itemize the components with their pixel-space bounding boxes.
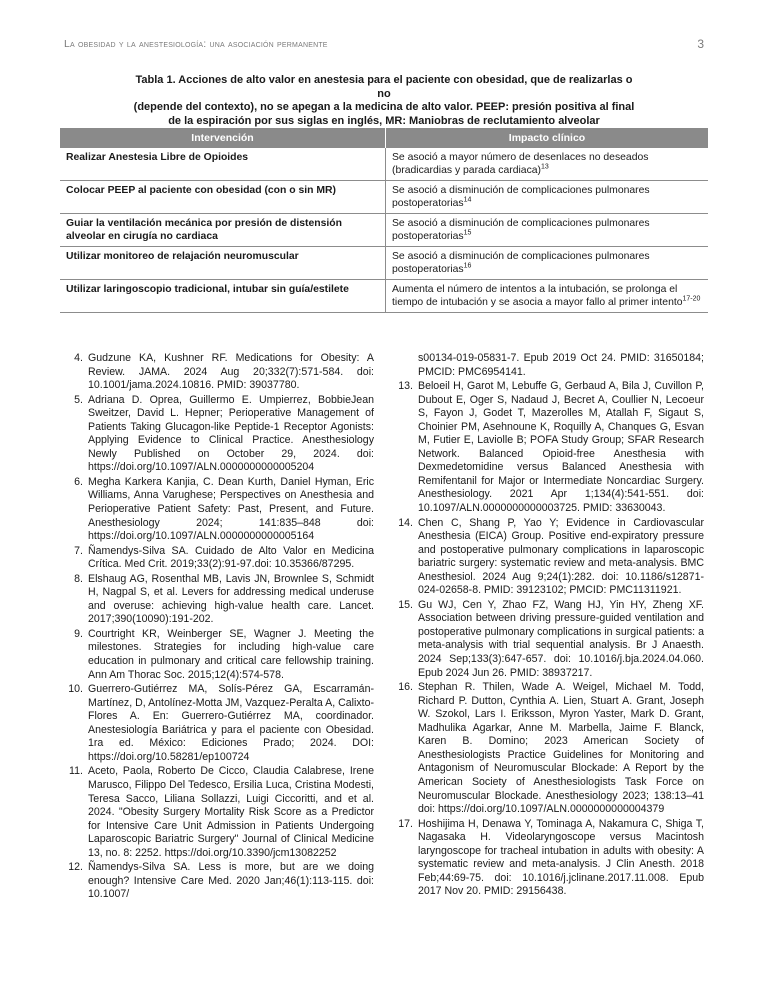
reference-number: 12. [68,861,83,874]
reference-item [64,573,374,627]
reference-item [394,517,704,598]
reference-text: Stephan R. Thilen, Wade A. Weigel, Michael M. Todd, Richard P. Dutton, Cynthia A. Lien, Stuart A. Grant, Joseph W. Szokol, Lars I. Eriksson, Myron Yaster, Mark D. Grant, Madhulika Agarkar, Anne M. Marbella, Jaime F. Blanck, Karen B. Domino; 2023 American Society of Anesthesiologists Practice Guidelines for Monitoring and Antagonism of Neuromuscular Blockade: A Report by the American Society of Anesthesiologists Task Force on Neuromuscular Blockade. Anesthesiology 2023; 138:13–41 doi: https://doi.org/10.1097/ALN.0000000000004379 [418,681,704,816]
reference-item [64,765,374,860]
reference-number: 17. [398,817,413,830]
intervention-cell: Guiar la ventilación mecánica por presión de distensión alveolar en cirugía no cardiaca [60,214,386,247]
caption-line: de la espiración por sus siglas en inglés, MR: Maniobras de reclutamiento alveolar [168,114,600,127]
reference-number: 6. [74,475,83,488]
reference-text: Adriana D. Oprea, Guillermo E. Umpierrez, BobbieJean Sweitzer, David L. Hepner; Perioperative Management of Patients Taking Glucagon-like Peptide-1 Receptor Agonists: Applying Evidence to Clinical Practice. Anesthesiology Newly Published on October 29, 2024. doi: https://doi.org/10.1097/ALN.0000000000005204 [88,393,374,474]
reference-item [394,599,704,680]
impact-cell [386,280,709,313]
reference-text: Hoshijima H, Denawa Y, Tominaga A, Nakamura C, Shiga T, Nagasaka H. Videolaryngoscope versus Macintosh laryngoscope for tracheal intubation in adults with obesity: A systematic review and meta-analysis. J Clin Anesth. 2018 Feb;44:69-75. doi: 10.1016/j.jclinane.2017.11.008. Epub 2017 Nov 20. PMID: 29156438. [418,817,704,898]
table-row [60,280,708,313]
reference-item-continued [394,352,704,379]
impact-text: Aumenta el número de intentos a la intubación, se prolonga el tiempo de intubación y se asocia a mayor fallo al primer intento [392,284,683,308]
reference-number: 7. [74,544,83,557]
impact-cell [386,247,709,280]
reference-number: 5. [74,393,83,406]
impact-cell [386,214,709,247]
reference-text: Ñamendys-Silva SA. Cuidado de Alto Valor en Medicina Crítica. Med Crit. 2019;33(2):91-97.doi: 10.35366/87295. [88,544,374,571]
caption-line: (depende del contexto), no se apegan a la medicina de alto valor. PEEP: presión positiva al final [133,101,635,113]
reference-item [394,380,704,515]
impact-text: Se asoció a disminución de complicaciones pulmonares postoperatorias [392,185,650,209]
citation: 17-20 [682,295,701,303]
reference-text: Elshaug AG, Rosenthal MB, Lavis JN, Brownlee S, Schmidt H, Nagpal S, et al. Levers for addressing medical underuse and overuse: achieving high-value health care. Lancet. 2017;390(10090):191-202. [88,572,374,626]
reference-item [64,545,374,572]
table-row [60,148,708,181]
page-header [64,38,704,54]
table-row [60,247,708,280]
reference-item [64,628,374,682]
impact-text: Se asoció a disminución de complicaciones pulmonares postoperatorias [392,218,650,242]
reference-number: 14. [398,516,413,529]
intervention-cell: Utilizar monitoreo de relajación neuromuscular [60,247,386,280]
reference-number: 11. [69,765,83,778]
citation: 13 [541,163,549,171]
high-value-actions-table [60,128,708,313]
reference-item [64,861,374,902]
table-caption [130,74,638,128]
reference-text: Ñamendys-Silva SA. Less is more, but are we doing enough? Intensive Care Med. 2020 Jan;46(1):113-115. doi: 10.1007/ [88,861,374,901]
impact-cell [386,181,709,214]
reference-number: 16. [398,681,413,694]
reference-item [394,681,704,816]
reference-text: Aceto, Paola, Roberto De Cicco, Claudia Calabrese, Irene Marusco, Filippo Del Tedesco, Ersilia Luca, Cristina Modesti, Teresa Sacco, Liliana Sollazzi, Luigi Ciccoritti, and et al. 2024. "Obesity Surgery Mortality Risk Score as a Predictor for Intensive Care Unit Admission in Patients Undergoing Laparoscopic Bariatric Surgery" Journal of Clinical Medicine 13, no. 8: 2252. https://doi.org/10.3390/jcm13082252 [88,765,374,859]
citation: 14 [463,196,472,204]
reference-text: s00134-019-05831-7. Epub 2019 Oct 24. PMID: 31650184; PMCID: PMC6954141. [418,352,704,378]
reference-item [64,683,374,764]
citation: 15 [463,229,472,237]
reference-text: Chen C, Shang P, Yao Y; Evidence in Cardiovascular Anesthesia (EICA) Group. Positive end-expiratory pressure and postoperative pulmonary complications in laparoscopic bariatric surgery: systematic review and meta-analysis. BMC Anesthesiol. 2024 Aug 9;24(1):282. doi: 10.1186/s12871-024-02658-8. PMID: 39123102; PMCID: PMC11311921. [418,516,704,597]
reference-item [64,476,374,544]
reference-item [394,818,704,899]
intervention-cell: Colocar PEEP al paciente con obesidad (con o sin MR) [60,181,386,214]
reference-text: Beloeil H, Garot M, Lebuffe G, Gerbaud A, Bila J, Cuvillon P, Dubout E, Oger S, Nadaud J, Becret A, Coullier N, Lecoeur S, Fayon J, Godet T, Mazerolles M, Atallah F, Sigaut S, Choinier PM, Asehnoune K, Roquilly A, Chanques G, Esvan M, Futier E, Laviolle B; POFA Study Group; SFAR Research Network. Balanced Opioid-free Anesthesia with Dexmedetomidine versus Balanced Anesthesia with Remifentanil for Major or Intermediate Noncardiac Surgery. Anesthesiology. 2021 Apr 1;134(4):541-551. doi: 10.1097/ALN.0000000000003725. PMID: 33630043. [418,380,704,515]
impact-cell [386,148,709,181]
intervention-cell: Utilizar laringoscopio tradicional, intubar sin guía/estilete [60,280,386,313]
caption-line: Tabla 1. Acciones de alto valor en anestesia para el paciente con obesidad, que de realizarlas o no [135,74,633,100]
intervention-cell: Realizar Anestesia Libre de Opioides [60,148,386,181]
reference-text: Guerrero-Gutiérrez MA, Solís-Pérez GA, Escarramán-Martínez, D, Antolínez-Motta JM, Vazquez-Peralta A, Calixto-Flores A. En: Guerrero-Gutiérrez MA, coordinador. Anestesiología Bariátrica y para el paciente con Obesidad. 1ra ed. México: Ediciones Prado; 2024. DOI: https://doi.org/10.58281/ep100724 [88,683,374,763]
reference-text: Gudzune KA, Kushner RF. Medications for Obesity: A Review. JAMA. 2024 Aug 20;332(7):571-584. doi: 10.1001/jama.2024.10816. PMID: 39037780. [88,352,374,392]
reference-number: 8. [74,572,83,585]
reference-item [64,352,374,393]
reference-text: Courtright KR, Weinberger SE, Wagner J. Meeting the milestones. Strategies for including high-value care education in pulmonary and critical care fellowship training. Ann Am Thorac Soc. 2015;12(4):574-578. [88,627,374,681]
reference-number: 10. [68,683,83,696]
reference-item [64,394,374,475]
references-right-column [394,352,704,899]
reference-number: 13. [398,380,413,393]
impact-text: Se asoció a mayor número de desenlaces no deseados (bradicardias y parada cardiaca) [392,152,649,176]
table-row [60,214,708,247]
reference-text: Megha Karkera Kanjia, C. Dean Kurth, Daniel Hyman, Eric Williams, Anna Varughese; Perspectives on Anesthesia and Perioperative Patient Safety: Past, Present, and Future. Anesthesiology 2024; 141:835–848 doi: https://doi.org/10.1097/ALN.0000000000005164 [88,475,374,543]
column-header-impact: Impacto clínico [386,128,709,148]
column-header-intervention: Intervención [60,128,386,148]
table-header-row [60,128,708,148]
references-left-column [64,352,374,902]
reference-number: 4. [74,352,83,364]
reference-number: 9. [74,627,83,640]
table-row [60,181,708,214]
page-number: 3 [697,37,704,51]
running-title: La obesidad y la anestesiología: una asociación permanente [64,38,328,50]
reference-text: Gu WJ, Cen Y, Zhao FZ, Wang HJ, Yin HY, Zheng XF. Association between driving pressure-guided ventilation and postoperative pulmonary complications in surgical patients: a meta-analysis with trial sequential analysis. Br J Anaesth. 2024 Sep;133(3):647-657. doi: 10.1016/j.bja.2024.04.060. Epub 2024 Jun 26. PMID: 38937217. [418,598,704,679]
impact-text: Se asoció a disminución de complicaciones pulmonares postoperatorias [392,251,650,275]
reference-number: 15. [398,598,413,611]
citation: 16 [463,262,472,270]
